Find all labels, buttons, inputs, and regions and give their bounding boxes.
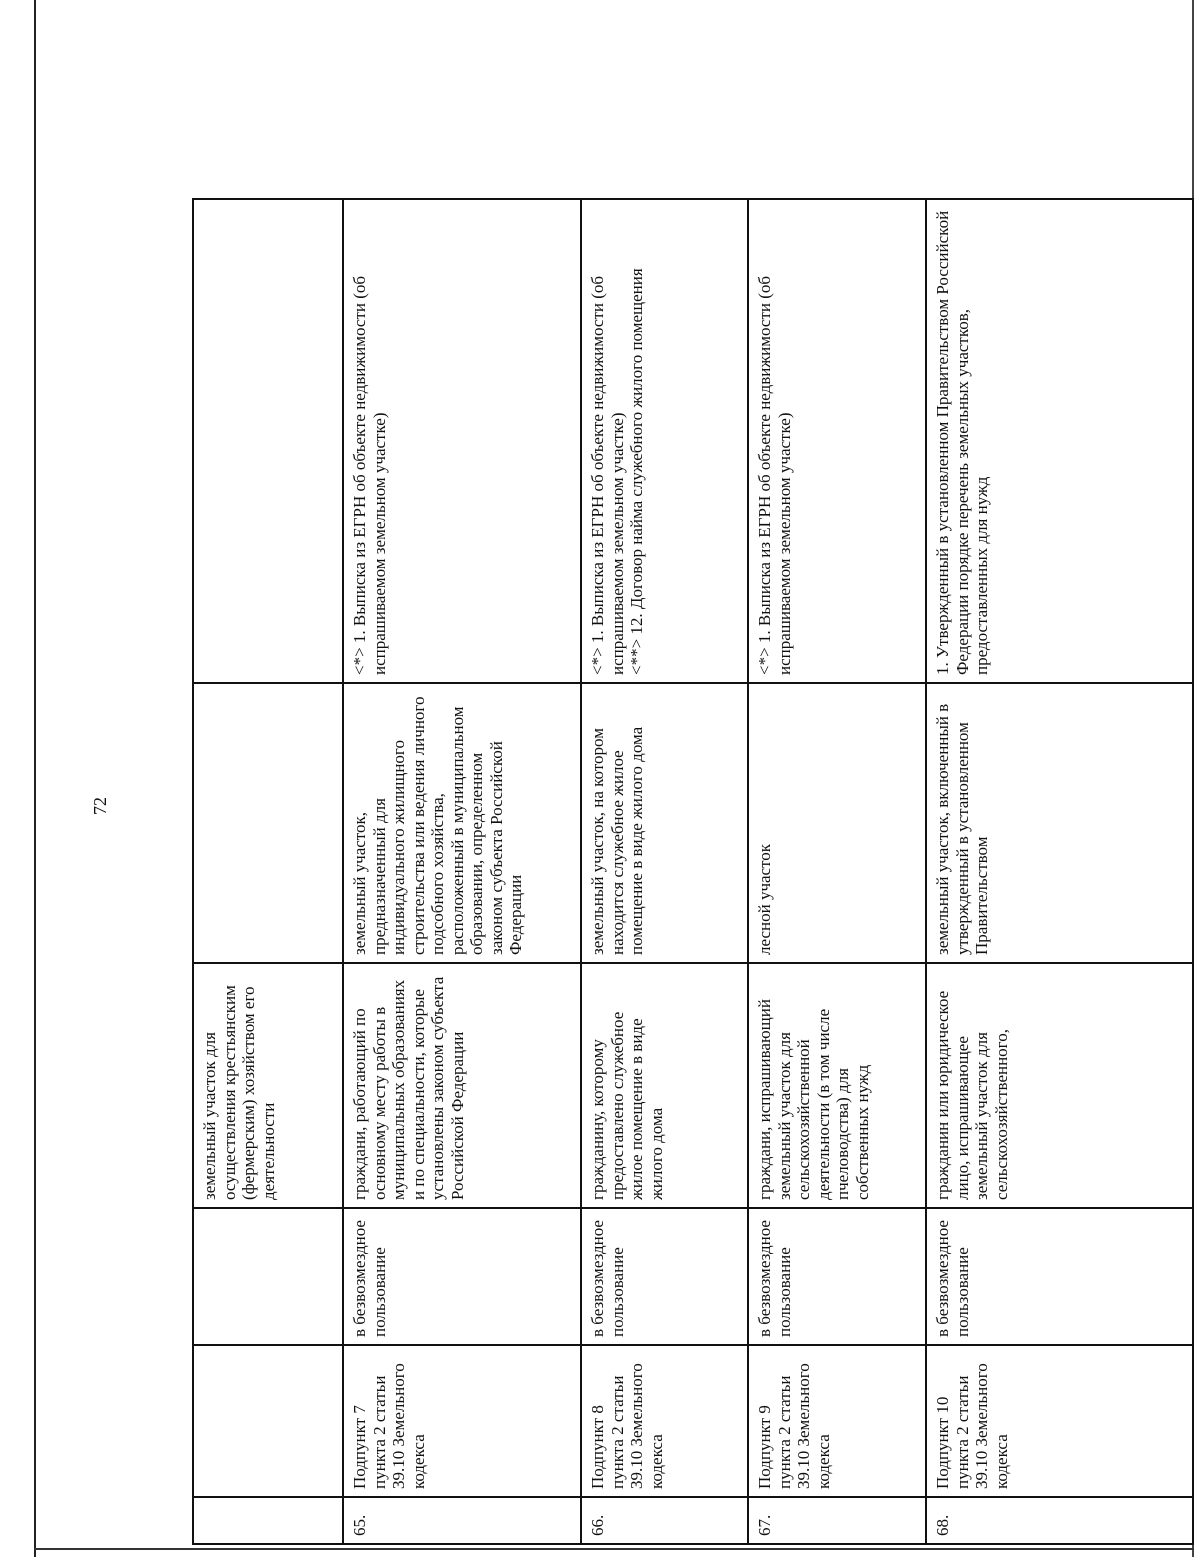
table-row [926, 199, 1193, 1544]
cell-land: земельный участок, включенный в утвержденный в установленном Правительством [926, 683, 1193, 963]
cell-num [193, 1497, 343, 1544]
cell-form: в безвозмездное пользование [343, 1208, 581, 1345]
cell-num: 66. [581, 1497, 748, 1544]
cell-basis [193, 1345, 343, 1497]
cell-land [193, 683, 343, 963]
cell-basis: Подпункт 8 пункта 2 статьи 39.10 Земельного кодекса [581, 1345, 748, 1497]
cell-applicant: граждани, работающий по основному месту работы в муниципальных образованиях и по специальности, которые установлены законом субъекта Российской Федерации [343, 963, 581, 1208]
table-row [343, 199, 581, 1544]
cell-land: земельный участок, на котором находится служебное жилое помещение в виде жилого дома [581, 683, 748, 963]
cell-docs: <*> 1. Выписка из ЕГРН об объекте недвижимости (об испрашиваемом земельном участке) <**> 12. Договор найма служебного жилого помещения [581, 199, 748, 683]
land-plots-table [192, 198, 1194, 1545]
scan-border-left [34, 0, 36, 1557]
cell-applicant: граждани, испрашивающий земельный участок для сельскохозяйственной деятельности (в том числе пчеловодства) для собственных нужд [748, 963, 926, 1208]
cell-land: лесной участок [748, 683, 926, 963]
cell-num: 68. [926, 1497, 1193, 1544]
cell-basis: Подпункт 7 пункта 2 статьи 39.10 Земельного кодекса [343, 1345, 581, 1497]
table-row [748, 199, 926, 1544]
cell-basis: Подпункт 9 пункта 2 статьи 39.10 Земельного кодекса [748, 1345, 926, 1497]
cell-form: в безвозмездное пользование [926, 1208, 1193, 1345]
cell-applicant: гражданин или юридическое лицо, испрашивающее земельный участок для сельскохозяйственного, [926, 963, 1193, 1208]
cell-num: 65. [343, 1497, 581, 1544]
cell-form: в безвозмездное пользование [748, 1208, 926, 1345]
cell-docs: <*> 1. Выписка из ЕГРН об объекте недвижимости (об испрашиваемом земельном участке) [343, 199, 581, 683]
cell-docs [193, 199, 343, 683]
cell-form [193, 1208, 343, 1345]
cell-basis: Подпункт 10 пункта 2 статьи 39.10 Земельного кодекса [926, 1345, 1193, 1497]
table-row [581, 199, 748, 1544]
cell-docs: 1. Утвержденный в установленном Правительством Российской Федерации порядке перечень земельных участков, предоставленных для нужд [926, 199, 1193, 683]
document-table-rotated [192, 200, 1192, 1545]
cell-applicant: гражданину, которому предоставлено служебное жилое помещение в виде жилого дома [581, 963, 748, 1208]
cell-land: земельный участок, предназначенный для индивидуального жилищного строительства или ведения личного подсобного хозяйства, расположенный в муниципальном образовании, определенном законом субъекта Российской Федерации [343, 683, 581, 963]
cell-form: в безвозмездное пользование [581, 1208, 748, 1345]
cell-applicant: земельный участок для осуществления крестьянским (фермерским) хозяйством его деятельности [193, 963, 343, 1208]
cell-docs: <*> 1. Выписка из ЕГРН об объекте недвижимости (об испрашиваемом земельном участке) [748, 199, 926, 683]
cell-num: 67. [748, 1497, 926, 1544]
scan-border-bottom [34, 1548, 1194, 1550]
table-row-continuation [193, 199, 343, 1544]
page-number: 72 [90, 797, 110, 815]
